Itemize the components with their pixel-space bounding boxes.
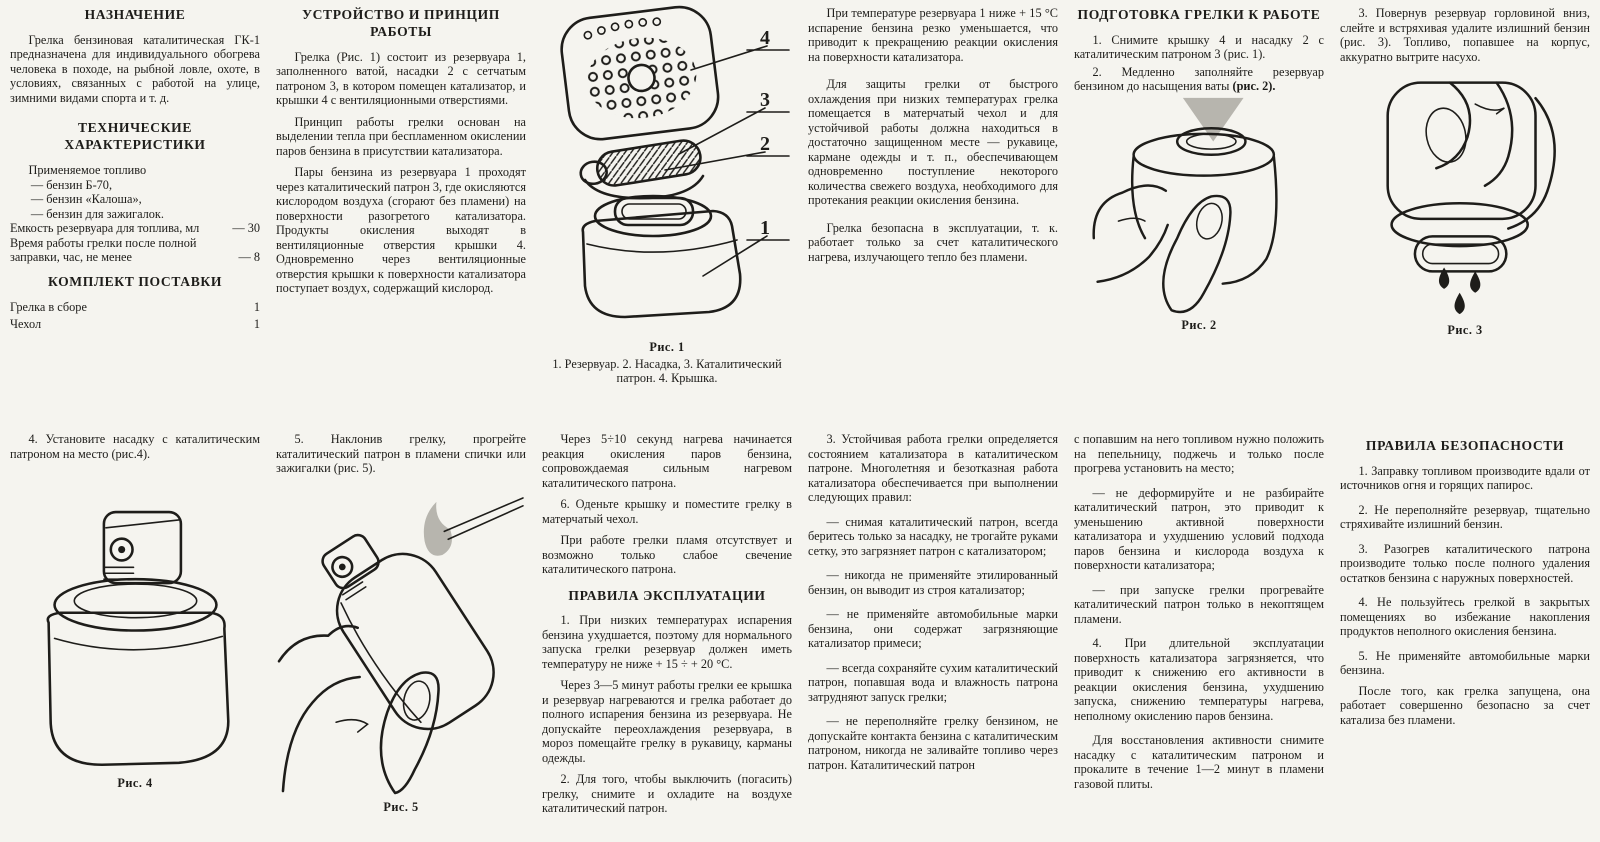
rules-paragraph: — не применяйте автомобильные марки бензина, они содержат загрязняющие катализатор примеси; [808, 607, 1058, 650]
panel-rules-cont [808, 424, 1058, 838]
safety-paragraph: 4. Не пользуйтесь грелкой в закрытых помещениях во избежание накопления продуктов неполного окисления бензина. [1340, 595, 1590, 639]
flame [424, 502, 452, 556]
temp-paragraph: Грелка безопасна в эксплуатации, т. к. работает только за счет каталитического нагрева, излучающего тепло без пламени. [808, 220, 1058, 264]
figure-1 [542, 4, 792, 416]
match [444, 498, 523, 539]
figure-1-caption: Рис. 1 [649, 340, 685, 354]
device-paragraph: Принцип работы грелки основан на выделении тепла при беспламенном окислении паров бензина в присутствии катализатора. [276, 114, 526, 158]
step-5-body: 5. Наклонив грелку, прогрейте каталитический патрон в пламени спички или зажигалки (рис. 5). [276, 432, 526, 475]
collar [55, 579, 217, 630]
step-4-body: 4. Установите насадку с каталитическим патроном на место (рис.4). [10, 432, 260, 461]
prep-step-2 [1074, 65, 1324, 94]
figure-1-legend: 1. Резервуар. 2. Насадка, 3. Каталитический патрон. 4. Крышка. [552, 356, 782, 386]
assembled-warmer-illustration [19, 490, 251, 772]
cap-part [558, 4, 722, 143]
specs-title: ТЕХНИЧЕСКИЕ ХАРАКТЕРИСТИКИ [64, 120, 206, 153]
kit-item-label: Грелка в сборе [10, 299, 87, 314]
fuel-drops [1439, 267, 1480, 314]
operation-paragraph: 6. Оденьте крышку и поместите грелку в матерчатый чехол. [542, 497, 792, 526]
kit-row [10, 317, 260, 332]
kit-item-qty: 1 [253, 299, 260, 314]
warmer-body [48, 612, 228, 764]
safety-paragraph: 1. Заправку топливом производите вдали от источников огня и горящих папирос. [1340, 463, 1590, 493]
step-3-body: 3. Повернув резервуар горловиной вниз, слейте и встряхивая удалите излишний бензин (рис. 3). Топливо, попавшее на корпус, аккуратно вытрите насухо. [1340, 6, 1590, 64]
prep-step-1: 1. Снимите крышку 4 и насадку 2 с каталитическим патроном 3 (рис. 1). [1074, 32, 1324, 62]
inverted-warmer [1388, 83, 1536, 272]
figure-5-caption: Рис. 5 [383, 800, 419, 814]
panel-operation [542, 424, 792, 838]
tilted-warmer [303, 509, 509, 744]
rules-paragraph: — при запуске грелки прогревайте каталитический патрон только в некоптящем пламени. [1074, 582, 1324, 626]
purpose-body: Грелка бензиновая каталитическая ГК-1 предназначена для индивидуального обогрева человека в походе, на рыбной ловле, охоте, в условиях, связанных с работой на улице, зимними видами спорта и т. д. [10, 32, 260, 105]
specs-capacity-row [10, 221, 260, 236]
temp-paragraph: При температуре резервуара 1 ниже + 15 °С испарение бензина резко уменьшается, что приводит к прекращению реакции окисления на поверхности катализатора. [808, 6, 1058, 64]
callout-1: 1 [760, 217, 770, 239]
specs-capacity-label: Емкость резервуара для топлива, мл [10, 221, 200, 236]
nozzle-block [104, 512, 181, 583]
kit-title: КОМПЛЕКТ ПОСТАВКИ [47, 273, 223, 289]
rules-paragraph: — не переполняйте грелку бензином, не допускайте контакта бензина с каталитическим патроном, никогда не заливайте топливо через патрон. Каталитический патрон [808, 714, 1058, 772]
panel-step-3 [1340, 4, 1590, 416]
kit-row [10, 300, 260, 315]
callout-2: 2 [760, 133, 770, 155]
prep-step-2-lead: 2. Медленно заполняйте резервуар бензином до насыщения ваты [1074, 64, 1324, 94]
operation-paragraph: Через 5÷10 секунд нагрева начинается реакция окисления паров бензина, сопровождаемая сильным нагревом каталитического патрона. [542, 432, 792, 490]
panel-purpose-specs [10, 4, 260, 416]
rules-paragraph: с попавшим на него топливом нужно положить на пепельницу, поджечь и только после прогрева установить на место; [1074, 432, 1324, 475]
rules-paragraph: — не деформируйте и не разбирайте каталитический патрон, это приводит к уменьшению активной поверхности катализатора и ухудшению условий подхода паров бензина и кислорода воздуха к поверхности катализатора; [1074, 485, 1324, 572]
panel-step-5 [276, 424, 526, 838]
rules-paragraph: 3. Устойчивая работа грелки определяется состоянием катализатора в каталитическом патроне. Многолетняя и безотказная работа катализатора обеспечивается при выполнении следующих правил: [808, 432, 1058, 504]
panel-temp-notes [808, 4, 1058, 416]
figure-2 [1074, 96, 1324, 416]
device-title: УСТРОЙСТВО И ПРИНЦИП РАБОТЫ [302, 7, 500, 39]
panel-rules-cont2 [1074, 424, 1324, 838]
operation-paragraph: Через 3—5 минут работы грелки ее крышка и резервуар нагреваются и грелка работает до полного испарения бензина из резервуара. Не допускайте переохлаждения резервуара, в мороз помещайте грелку в рукавицу, карманы одежды. [542, 678, 792, 765]
callout-3: 3 [760, 89, 770, 111]
specs-fuel-item: — бензин Б-70, [30, 177, 113, 192]
rules-paragraph: 4. При длительной эксплуатации поверхность катализатора загрязняется, что приводит к снижению его активности в реакции окисления бензина, ухудшению запуска, снижению температуры нагрева, неполному окислению паров бензина. [1074, 636, 1324, 723]
figure-2-caption: Рис. 2 [1181, 317, 1217, 332]
bottom-row [0, 420, 1600, 842]
operation-paragraph: 2. Для того, чтобы выключить (погасить) грелку, снимите и охладите на воздухе каталитический патрон. [542, 772, 792, 816]
device-paragraph: Пары бензина из резервуара 1 проходят через каталитический патрон 3, где окисляются кислородом воздуха (сгорают без пламени) на поверхности разогретого катализатора. Продукты окисления выходят в вентиляционные отверстия крышки 4. Одновременно через вентиляционные отверстия крышки к поверхности катализатора поступает воздух, содержащий кислород. [276, 165, 526, 296]
safety-paragraph: 2. Не переполняйте резервуар, тщательно стряхивайте излишний бензин. [1340, 502, 1590, 532]
rules-paragraph: — снимая каталитический патрон, всегда беритесь только за насадку, не трогайте руками сетку, это загрязняет патрон с катализатором; [808, 514, 1058, 558]
panel-safety [1340, 424, 1590, 838]
safety-title: ПРАВИЛА БЕЗОПАСНОСТИ [1365, 438, 1565, 453]
rules-paragraph: — всегда сохраняйте сухим каталитический патрон, попавшая вода и влажность патрона затрудняют запуск грелки; [808, 660, 1058, 704]
panel-device [276, 4, 526, 416]
exploded-view-illustration [542, 4, 792, 336]
cartridge-part [578, 138, 703, 191]
temp-paragraph: Для защиты грелки от быстрого охлаждения при низких температурах грелка помещается в матерчатый чехол и для устойчивой работы должна находиться в достаточно защищенном месте — рукавице, кармане одежды и т. п., обеспечивающем одновременно поступление некоторого количества свежего воздуха, необходимого для протекания реакции окисления бензина. [808, 77, 1058, 207]
device-paragraph: Грелка (Рис. 1) состоит из резервуара 1, заполненного ватой, насадки 2 с сетчатым патроном 3, в котором помещен катализатор, и крышки 4 с вентиляционными отверстиями. [276, 49, 526, 108]
safety-paragraph: 5. Не применяйте автомобильные марки бензина. [1340, 648, 1590, 678]
kit-item-qty: 1 [253, 317, 260, 332]
figure-4 [10, 468, 260, 838]
purpose-title: НАЗНАЧЕНИЕ [84, 7, 186, 22]
hand [279, 626, 439, 793]
panel-figure-1 [542, 4, 792, 416]
specs-fuel-item: — бензин «Калоша», [30, 192, 142, 207]
safety-paragraph: 3. Разогрев каталитического патрона производите только после полного удаления остатков бензина с наружных поверхностей. [1340, 541, 1590, 585]
panel-preparation [1074, 4, 1324, 416]
specs-time-label: Время работы грелки после полной заправки, час, не менее [10, 235, 197, 265]
prep-step-2-figref: (рис. 2). [1232, 79, 1276, 94]
specs-fuel-item: — бензин для зажигалок. [30, 206, 164, 221]
lighting-illustration [277, 496, 525, 796]
kit-item-label: Чехол [10, 317, 42, 332]
figure-3 [1340, 71, 1590, 416]
operation-title: ПРАВИЛА ЭКСПЛУАТАЦИИ [568, 587, 766, 603]
safety-paragraph: После того, как грелка запущена, она работает совершенно безопасно за счет катализа без пламени. [1340, 683, 1590, 727]
figure-5 [276, 483, 526, 839]
figure-4-caption: Рис. 4 [117, 775, 153, 790]
filling-illustration [1090, 96, 1308, 314]
hand [1094, 186, 1231, 312]
rules-paragraph: Для восстановления активности снимите насадку с каталитическим патроном и прокалите в течение 1—2 минут в пламени газовой плиты. [1074, 733, 1324, 791]
operation-paragraph: При работе грелки пламя отсутствует и возможно только слабое свечение каталитического патрона. [542, 533, 792, 576]
top-row [0, 0, 1600, 420]
draining-illustration [1360, 71, 1570, 319]
operation-paragraph: 1. При низких температурах испарения бензина ухудшается, поэтому для нормального запуска грелки резервуар должен иметь температуру не ниже + 15 ÷ + 20 °С. [542, 613, 792, 671]
panel-step-4 [10, 424, 260, 838]
specs-time-row [10, 236, 260, 265]
figure-3-caption: Рис. 3 [1447, 323, 1483, 337]
specs-fuel-label: Применяемое топливо [28, 163, 147, 178]
reservoir-part [583, 196, 740, 317]
callout-4: 4 [760, 27, 770, 49]
specs-capacity-value: — 30 [232, 221, 260, 236]
rules-paragraph: — никогда не применяйте этилированный бензин, он выводит из строя катализатор; [808, 568, 1058, 597]
specs-time-value: — 8 [238, 250, 260, 265]
prep-title: ПОДГОТОВКА ГРЕЛКИ К РАБОТЕ [1077, 7, 1321, 22]
